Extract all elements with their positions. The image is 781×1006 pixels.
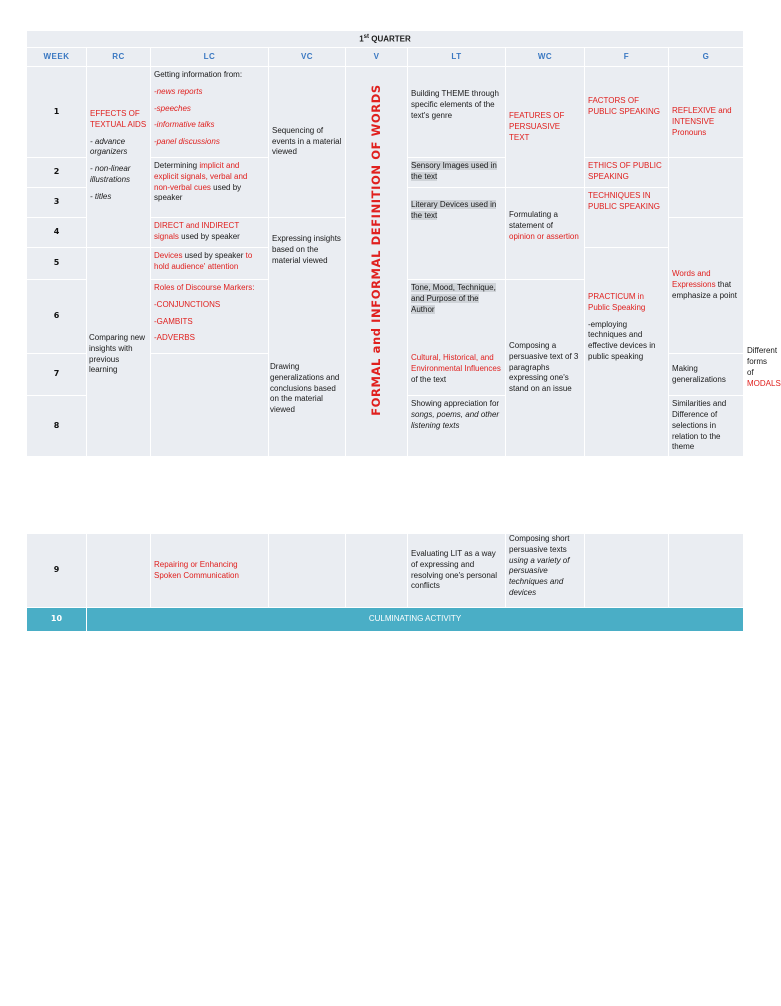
lc-week-1 xyxy=(151,67,269,158)
lt-week-3 xyxy=(408,187,506,279)
week-number: 6 xyxy=(27,279,87,353)
v-column xyxy=(346,67,408,457)
vc-empty-9 xyxy=(269,534,346,608)
lt-text: of the text xyxy=(411,374,447,384)
lt-text: Sensory Images used in the text xyxy=(411,160,497,181)
lc-week-2 xyxy=(151,157,269,217)
week-row-1 xyxy=(27,67,744,158)
g-pronouns xyxy=(669,67,744,158)
lt-week-1 xyxy=(408,67,506,158)
f-empty-9 xyxy=(585,534,669,608)
lc-text-italic: songs, poems, and other listening texts xyxy=(411,409,500,430)
wc-text-red: opinion or assertion xyxy=(509,231,579,241)
header-g: G xyxy=(669,48,744,67)
lc-text: used by speaker xyxy=(182,250,246,260)
lc-week-4 xyxy=(151,217,269,247)
vc-sequencing xyxy=(269,67,346,218)
lc-source: -news reports xyxy=(154,86,203,96)
quarter-title: 1st QUARTER xyxy=(27,31,744,48)
lc-text: used by speaker xyxy=(154,182,242,203)
lt-text: Tone, Mood, Technique, and Purpose of the Author xyxy=(411,282,496,314)
rc-comparing xyxy=(89,333,147,376)
wc-text-italic: using a variety of persuasive techniques and devices xyxy=(509,555,570,597)
lt-week-2 xyxy=(408,157,506,187)
week-row-9 xyxy=(27,534,744,608)
rc-empty-9 xyxy=(87,534,151,608)
lc-text: Showing appreciation for xyxy=(411,399,500,409)
lc-week-8 xyxy=(408,396,506,457)
lt-text: Building THEME through specific elements of the text's genre xyxy=(411,89,499,120)
curriculum-table-continued xyxy=(26,533,744,632)
header-lc: LC xyxy=(151,48,269,67)
header-wc: WC xyxy=(506,48,585,67)
lc-text-red: Roles of Discourse Markers: xyxy=(154,282,255,292)
week-number: 4 xyxy=(27,217,87,247)
lc-text-red: implicit and explicit signals, verbal and non-verbal cues xyxy=(154,160,248,192)
vc-drawing xyxy=(270,362,342,416)
wc-week-9 xyxy=(506,534,585,608)
curriculum-table xyxy=(26,30,781,457)
lc-week-6 xyxy=(151,279,269,353)
f-text: -employing techniques and effective devices in public speaking xyxy=(588,319,656,361)
header-row xyxy=(27,48,744,67)
week-number: 9 xyxy=(27,534,87,608)
wc-text: Formulating a statement of xyxy=(509,209,558,230)
week-number: 2 xyxy=(27,157,87,187)
header-f: F xyxy=(585,48,669,67)
vc-insights xyxy=(269,217,346,456)
f-text: FACTORS OF PUBLIC SPEAKING xyxy=(588,96,661,116)
rc-effects-title: EFFECTS OF TEXTUAL AIDS xyxy=(90,109,147,129)
lt-week-9 xyxy=(408,534,506,608)
rc-textual-aids xyxy=(87,67,151,248)
lt-text: Evaluating LIT as a way of expressing and resolving one's personal conflicts xyxy=(411,548,498,591)
lc-source: -informative talks xyxy=(154,120,215,130)
g-text: REFLEXIVE and INTENSIVE Pronouns xyxy=(672,106,732,137)
lt-week-8 xyxy=(669,396,744,457)
wc-text: Composing short persuasive texts xyxy=(509,534,570,554)
header-rc: RC xyxy=(87,48,151,67)
lt-text: Literary Devices used in the text xyxy=(411,199,497,220)
lt-text: Similarities and Difference of selections in relation to the theme xyxy=(672,399,727,452)
vc-text: Sequencing of events in a material viewed xyxy=(272,125,342,157)
g-text: that emphasize a point xyxy=(672,280,737,300)
week-row-10 xyxy=(27,608,744,632)
week-number: 3 xyxy=(27,187,87,217)
lc-text: Making generalizations xyxy=(672,363,726,384)
lc-text-red: DIRECT and INDIRECT signals xyxy=(154,220,240,241)
g-text: Different forms of xyxy=(747,346,778,378)
wc-opinion xyxy=(506,187,585,279)
lc-week-7 xyxy=(669,354,744,396)
rc-item: - non-linear illustrations xyxy=(90,164,131,184)
rc-empty-2 xyxy=(151,354,269,457)
header-vc: VC xyxy=(269,48,346,67)
wc-features xyxy=(506,67,585,188)
v-vertical-text: FORMAL and INFORMAL DEFINITION OF WORDS xyxy=(368,84,383,416)
f-practicum xyxy=(588,292,666,369)
rc-item: - titles xyxy=(90,191,112,201)
f-ethics xyxy=(585,157,669,187)
lc-text-red: -GAMBITS xyxy=(154,316,193,326)
wc-text: FEATURES OF PERSUASIVE TEXT xyxy=(509,111,565,142)
lt-text-red: Cultural, Historical, and Environmental Influences xyxy=(411,353,501,373)
header-week: WEEK xyxy=(27,48,87,67)
rc-item: - advance organizers xyxy=(90,136,128,157)
wc-composing xyxy=(506,279,585,456)
week-number: 10 xyxy=(27,608,87,632)
lc-text-red: Devices xyxy=(154,250,183,260)
lc-week-5 xyxy=(151,247,269,279)
week-number: 1 xyxy=(27,67,87,158)
lc-text-red: -ADVERBS xyxy=(154,333,195,343)
v-empty-9 xyxy=(346,534,408,608)
week-number: 7 xyxy=(27,354,87,396)
lc-intro: Getting information from: xyxy=(154,70,243,79)
culminating-activity: CULMINATING ACTIVITY xyxy=(87,608,744,632)
vc-text: Drawing generalizations and conclusions based on the material viewed xyxy=(270,362,340,415)
lc-text: used by speaker xyxy=(178,231,240,241)
wc-text: Composing a persuasive text of 3 paragraphs expressing one's stand on an issue xyxy=(509,341,579,394)
f-factors xyxy=(585,67,669,158)
lc-week-9 xyxy=(151,534,269,608)
vc-text: Expressing insights based on the material viewed xyxy=(272,233,341,265)
g-empty xyxy=(669,157,744,217)
lc-source: -speeches xyxy=(154,103,191,113)
f-text: ETHICS OF PUBLIC SPEAKING xyxy=(588,160,662,181)
lc-text: Determining xyxy=(154,160,200,170)
f-text: TECHNIQUES IN PUBLIC SPEAKING xyxy=(588,190,661,211)
week-number: 5 xyxy=(27,247,87,279)
g-empty-9 xyxy=(669,534,744,608)
rc-text: Comparing new insights with previous learning xyxy=(89,333,146,375)
header-v: V xyxy=(346,48,408,67)
g-text-red: Words and Expressions xyxy=(672,269,716,290)
lc-text-red: Repairing or Enhancing Spoken Communication xyxy=(154,559,239,580)
lc-source: -panel discussions xyxy=(154,137,220,147)
g-text-red: MODALS xyxy=(747,378,781,388)
f-text-red: PRACTICUM in Public Speaking xyxy=(588,292,646,312)
header-lt: LT xyxy=(408,48,506,67)
week-number: 8 xyxy=(27,396,87,457)
lc-text-red: to hold audience' attention xyxy=(154,250,253,271)
g-words xyxy=(669,217,744,353)
lt-week-7 xyxy=(411,353,503,385)
f-techniques xyxy=(585,187,669,247)
lc-text-red: -CONJUNCTIONS xyxy=(154,299,221,309)
